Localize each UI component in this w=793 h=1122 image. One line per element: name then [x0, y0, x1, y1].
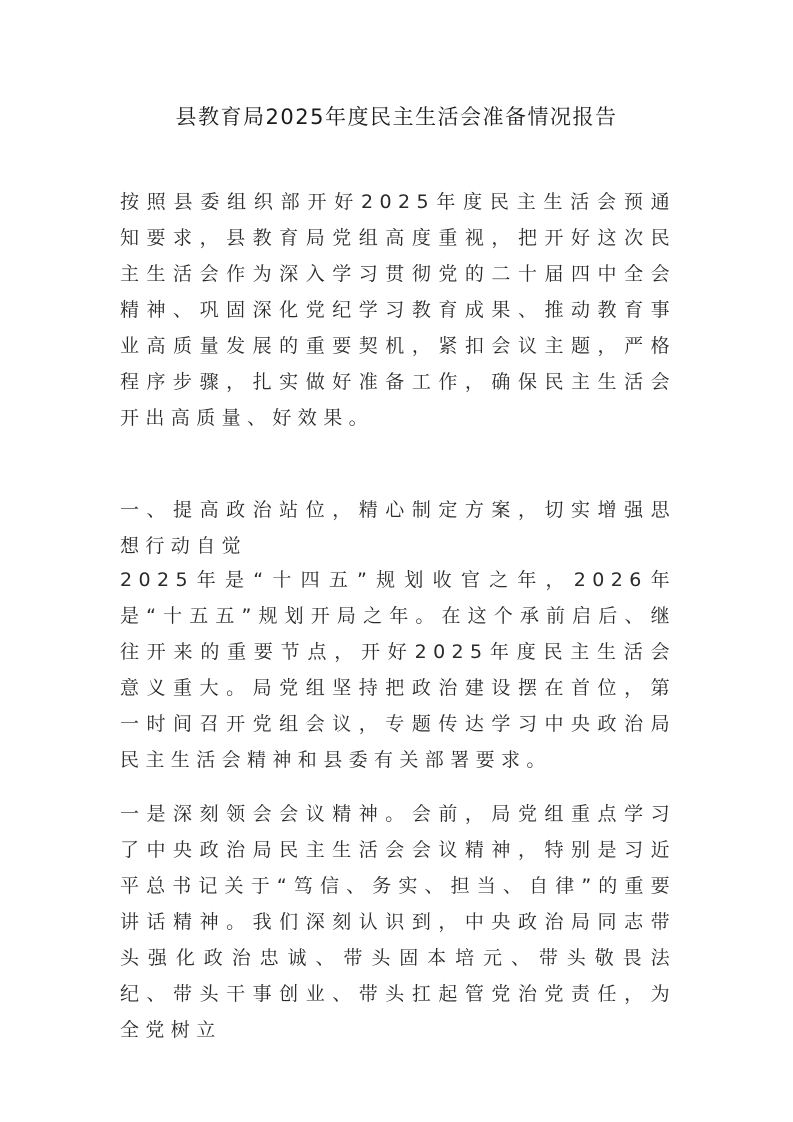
document-title: 县教育局2025年度民主生活会准备情况报告: [175, 105, 618, 129]
paragraph-background: 2025年是“十四五”规划收官之年，2026年是“十五五”规划开局之年。在这个承前启后、继往开来的重要节点，开好2025年度民主生活会意义重大。局党组坚持把政治建设摆在首位，第一时间召开党组会议，专题传达学习中央政治局民主生活会精神和县委有关部署要求。: [120, 569, 676, 771]
paragraph-intro: 按照县委组织部开好2025年度民主生活会预通知要求，县教育局党组高度重视，把开好这次民主生活会作为深入学习贯彻党的二十届四中全会精神、巩固深化党纪学习教育成果、推动教育事业高质量发展的重要契机，紧扣会议主题，严格程序步骤，扎实做好准备工作，确保民主生活会开出高质量、好效果。: [120, 191, 676, 429]
paragraph-point-1: 一是深刻领会会议精神。会前，局党组重点学习了中央政治局民主生活会会议精神，特别是习近平总书记关于“笃信、务实、担当、自律”的重要讲话精神。我们深刻认识到，中央政治局同志带头强化政治忠诚、带头固本培元、带头敬畏法纪、带头干事创业、带头扛起管党治党责任，为全党树立: [120, 803, 676, 1041]
section-heading-1: 一、提高政治站位，精心制定方案，切实增强思想行动自觉: [120, 499, 676, 557]
